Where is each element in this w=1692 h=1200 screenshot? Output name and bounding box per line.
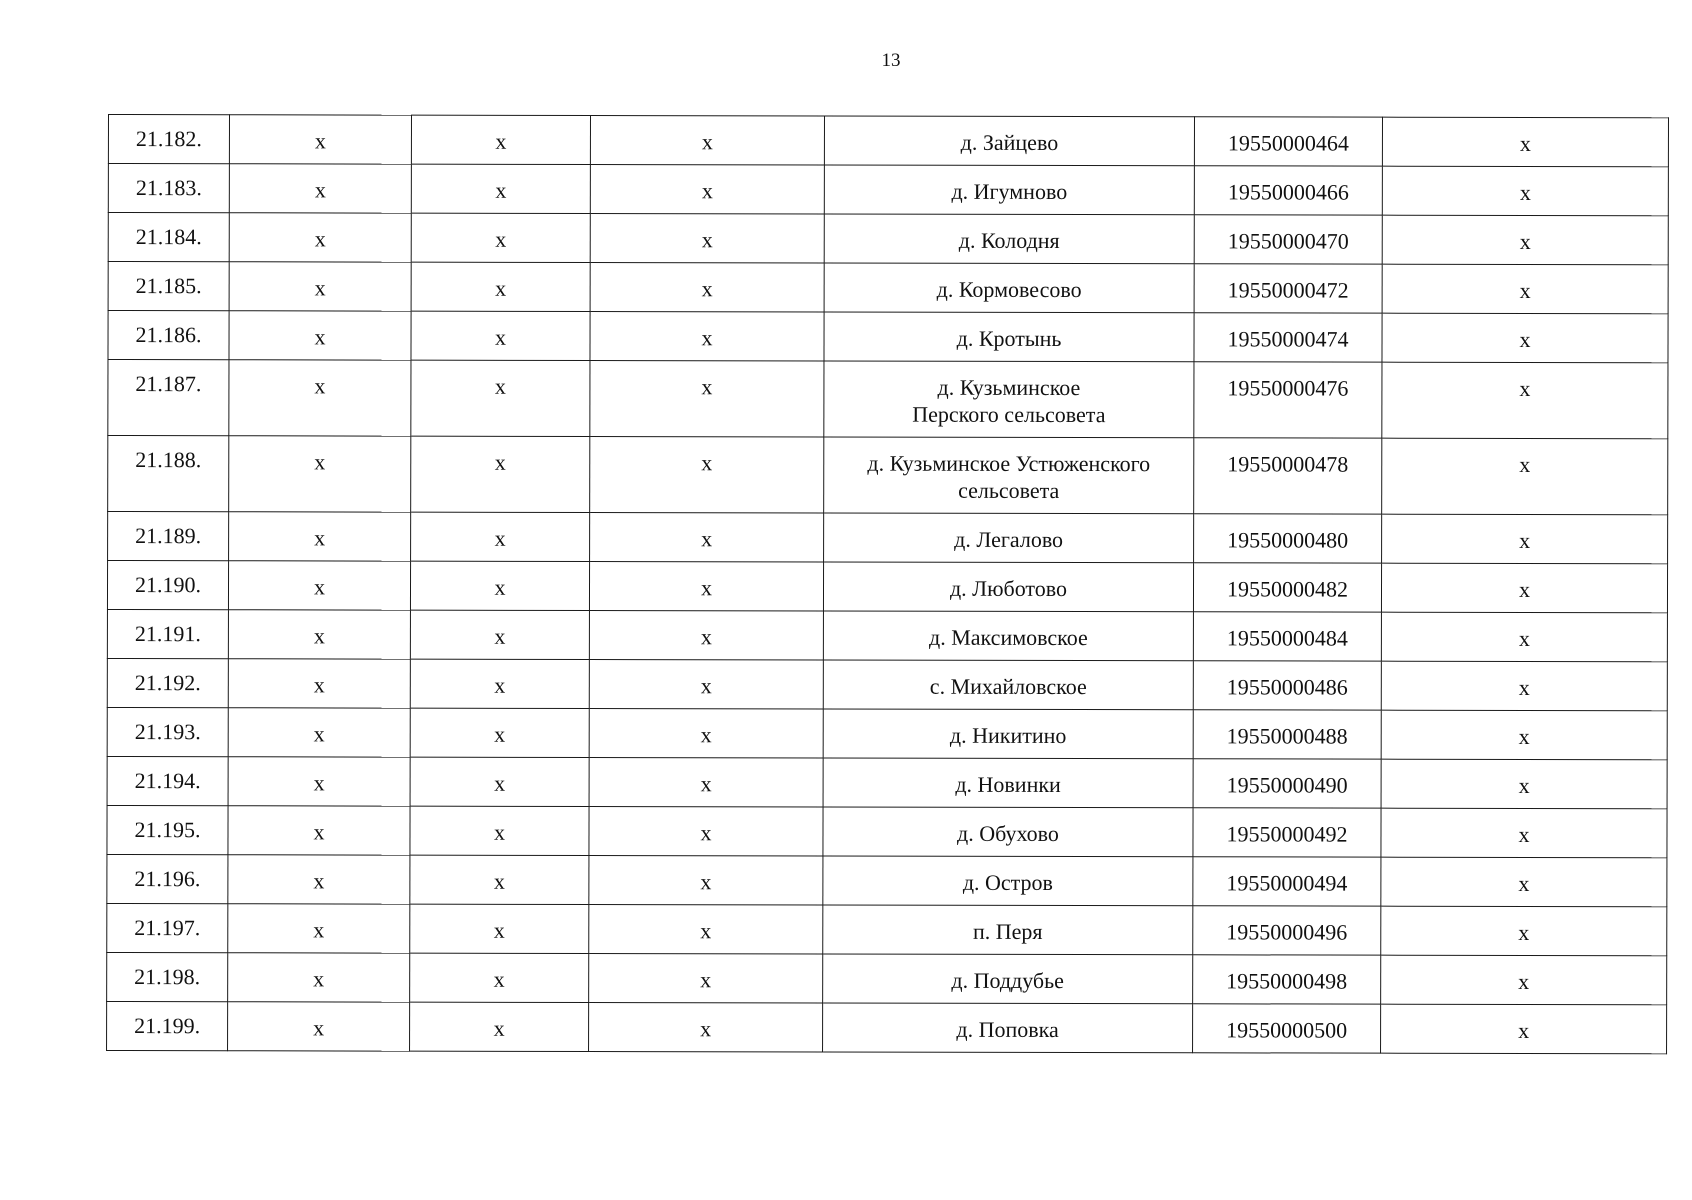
settlement-name-cell [824, 165, 1194, 215]
settlement-name-line: д. Новинки [955, 771, 1061, 797]
oktmo-code-cell: 19550000490 [1193, 759, 1381, 808]
oktmo-code-cell: 19550000488 [1193, 710, 1381, 759]
settlement-name-line: п. Перя [972, 918, 1043, 944]
column-2-cell: х [411, 360, 590, 436]
column-2-cell: х [410, 855, 589, 904]
table-row [107, 805, 1667, 857]
column-7-cell: х [1382, 215, 1668, 265]
oktmo-code-cell: 19550000482 [1193, 563, 1381, 612]
column-3-cell: х [590, 214, 824, 263]
column-7-cell: х [1381, 563, 1667, 613]
table-row [107, 707, 1667, 759]
row-number-cell: 21.189. [108, 512, 229, 561]
column-2-cell: х [411, 164, 590, 213]
oktmo-code-cell: 19550000476 [1194, 362, 1382, 438]
table-row [107, 952, 1667, 1004]
oktmo-code-cell: 19550000500 [1193, 1004, 1381, 1053]
settlement-name-line: д. Поддубье [951, 967, 1064, 994]
settlement-name-line: д. Кротынь [956, 325, 1062, 351]
column-3-cell: х [590, 165, 824, 214]
column-1-cell: х [229, 360, 411, 436]
oktmo-code-cell: 19550000480 [1194, 514, 1382, 563]
settlement-name-cell [824, 214, 1194, 264]
table-row [107, 854, 1667, 906]
column-3-cell: х [589, 709, 823, 758]
settlement-name-cell [824, 513, 1194, 563]
settlement-name-line: д. Колодня [958, 227, 1060, 253]
settlement-name-cell [823, 611, 1193, 661]
oktmo-code-cell: 19550000496 [1193, 906, 1381, 955]
table-row [108, 436, 1668, 515]
settlement-name-cell [823, 660, 1193, 710]
row-number-cell: 21.196. [107, 854, 228, 903]
settlement-name-line: д. Поповка [956, 1016, 1059, 1042]
settlement-name-line: д. Кормовесово [936, 276, 1082, 303]
row-number-cell: 21.197. [107, 903, 228, 952]
settlement-name-line: д. Кузьминское [937, 374, 1081, 401]
column-1-cell: х [228, 1002, 410, 1051]
row-number-cell: 21.185. [108, 262, 229, 311]
column-3-cell: х [589, 611, 823, 660]
column-7-cell: х [1382, 117, 1668, 167]
settlement-name-line: с. Михайловское [929, 673, 1087, 700]
column-1-cell: х [229, 213, 411, 262]
column-1-cell: х [228, 953, 410, 1002]
column-7-cell: х [1381, 906, 1667, 956]
oktmo-code-cell: 19550000470 [1194, 215, 1382, 264]
row-number-cell: 21.192. [107, 658, 228, 707]
column-2-cell: х [410, 757, 589, 806]
column-7-cell: х [1382, 264, 1668, 314]
table-row [108, 262, 1668, 314]
settlement-name-cell [823, 807, 1193, 857]
settlement-name-cell [824, 263, 1194, 313]
settlement-name-line: Перского сельсовета [912, 401, 1106, 428]
column-7-cell: х [1382, 362, 1668, 439]
column-1-cell: х [229, 115, 411, 164]
oktmo-code-cell: 19550000464 [1194, 117, 1382, 166]
table-row [108, 164, 1668, 216]
column-7-cell: х [1382, 438, 1668, 515]
column-2-cell: х [411, 311, 590, 360]
column-7-cell: х [1382, 514, 1668, 564]
column-7-cell: х [1382, 313, 1668, 363]
table-body [107, 115, 1669, 1054]
row-number-cell: 21.198. [107, 952, 228, 1001]
row-number-cell: 21.186. [108, 311, 229, 360]
row-number-cell: 21.194. [107, 756, 228, 805]
table-row [107, 756, 1667, 808]
table-row [108, 115, 1668, 167]
column-1-cell: х [228, 610, 410, 659]
settlement-name-line: д. Обухово [957, 820, 1059, 846]
settlement-name-cell [823, 954, 1193, 1004]
settlement-name-cell [824, 361, 1194, 438]
page-number: 13 [881, 50, 901, 71]
row-number-cell: 21.191. [107, 609, 228, 658]
column-2-cell: х [410, 904, 589, 953]
column-2-cell: х [411, 262, 590, 311]
row-number-cell: 21.183. [108, 164, 229, 213]
oktmo-code-cell: 19550000492 [1193, 808, 1381, 857]
column-3-cell: х [589, 905, 823, 954]
table-row [108, 213, 1668, 265]
row-number-cell: 21.184. [108, 213, 229, 262]
row-number-cell: 21.193. [107, 707, 228, 756]
column-3-cell: х [589, 758, 823, 807]
table-row [108, 311, 1668, 363]
column-3-cell: х [589, 856, 823, 905]
column-1-cell: х [228, 708, 410, 757]
column-2-cell: х [410, 953, 589, 1002]
column-3-cell: х [590, 361, 824, 437]
column-7-cell: х [1381, 857, 1667, 907]
settlement-name-line: д. Легалово [954, 526, 1064, 553]
oktmo-code-cell: 19550000484 [1193, 612, 1381, 661]
column-1-cell: х [229, 311, 411, 360]
settlement-name-line: д. Максимовское [929, 624, 1088, 651]
column-2-cell: х [410, 1002, 589, 1051]
column-3-cell: х [589, 562, 823, 611]
table-row [107, 1001, 1667, 1053]
column-2-cell: х [410, 561, 589, 610]
table-row [107, 561, 1667, 613]
column-7-cell: х [1381, 612, 1667, 662]
oktmo-code-cell: 19550000472 [1194, 264, 1382, 313]
column-2-cell: х [410, 708, 589, 757]
oktmo-code-cell: 19550000498 [1193, 955, 1381, 1004]
table-row [108, 360, 1668, 439]
column-7-cell: х [1381, 661, 1667, 711]
row-number-cell: 21.182. [108, 115, 229, 164]
column-3-cell: х [590, 116, 824, 165]
column-1-cell: х [228, 806, 410, 855]
oktmo-code-cell: 19550000466 [1194, 166, 1382, 215]
settlement-name-line: д. Игумново [951, 178, 1068, 205]
column-2-cell: х [410, 806, 589, 855]
column-2-cell: х [411, 213, 590, 262]
column-1-cell: х [229, 164, 411, 213]
oktmo-code-cell: 19550000474 [1194, 313, 1382, 362]
column-3-cell: х [590, 513, 824, 562]
settlement-name-cell [823, 758, 1193, 808]
table-row [107, 658, 1667, 710]
settlements-table [106, 114, 1669, 1054]
settlement-name-line: д. Кузьминское Устюженского [867, 450, 1151, 477]
column-7-cell: х [1381, 759, 1667, 809]
column-7-cell: х [1381, 808, 1667, 858]
column-3-cell: х [590, 312, 824, 361]
column-2-cell: х [411, 436, 590, 512]
column-1-cell: х [228, 561, 410, 610]
column-1-cell: х [229, 262, 411, 311]
column-3-cell: х [589, 807, 823, 856]
table-row [107, 609, 1667, 661]
oktmo-code-cell: 19550000494 [1193, 857, 1381, 906]
column-7-cell: х [1381, 1004, 1667, 1054]
settlement-name-cell [823, 1003, 1193, 1053]
settlement-name-cell [823, 905, 1193, 955]
column-1-cell: х [228, 855, 410, 904]
settlement-name-line: д. Зайцево [960, 129, 1059, 155]
column-2-cell: х [411, 512, 590, 561]
column-7-cell: х [1381, 710, 1667, 760]
settlement-name-line: д. Остров [962, 869, 1053, 895]
column-7-cell: х [1382, 166, 1668, 216]
table-row [108, 512, 1668, 564]
column-3-cell: х [590, 437, 824, 513]
column-1-cell: х [229, 436, 411, 512]
row-number-cell: 21.195. [107, 805, 228, 854]
column-7-cell: х [1381, 955, 1667, 1005]
column-1-cell: х [228, 659, 410, 708]
settlement-name-cell [824, 437, 1194, 514]
settlement-name-line: д. Люботово [949, 575, 1068, 602]
column-3-cell: х [590, 263, 824, 312]
settlement-name-cell [823, 562, 1193, 612]
row-number-cell: 21.188. [108, 436, 229, 512]
settlement-name-cell [824, 312, 1194, 362]
column-1-cell: х [228, 757, 410, 806]
column-1-cell: х [228, 904, 410, 953]
table-row [107, 903, 1667, 955]
column-3-cell: х [589, 660, 823, 709]
column-2-cell: х [410, 659, 589, 708]
settlement-name-cell [824, 116, 1194, 166]
settlement-name-line: д. Никитино [949, 722, 1067, 749]
column-3-cell: х [589, 1003, 823, 1052]
oktmo-code-cell: 19550000478 [1194, 438, 1382, 514]
column-2-cell: х [410, 610, 589, 659]
column-2-cell: х [411, 115, 590, 164]
oktmo-code-cell: 19550000486 [1193, 661, 1381, 710]
column-1-cell: х [229, 512, 411, 561]
column-3-cell: х [589, 954, 823, 1003]
row-number-cell: 21.199. [107, 1001, 228, 1050]
settlement-name-cell [823, 709, 1193, 759]
settlement-name-cell [823, 856, 1193, 906]
row-number-cell: 21.190. [107, 561, 228, 610]
settlement-name-line: сельсовета [958, 477, 1060, 503]
row-number-cell: 21.187. [108, 360, 229, 436]
